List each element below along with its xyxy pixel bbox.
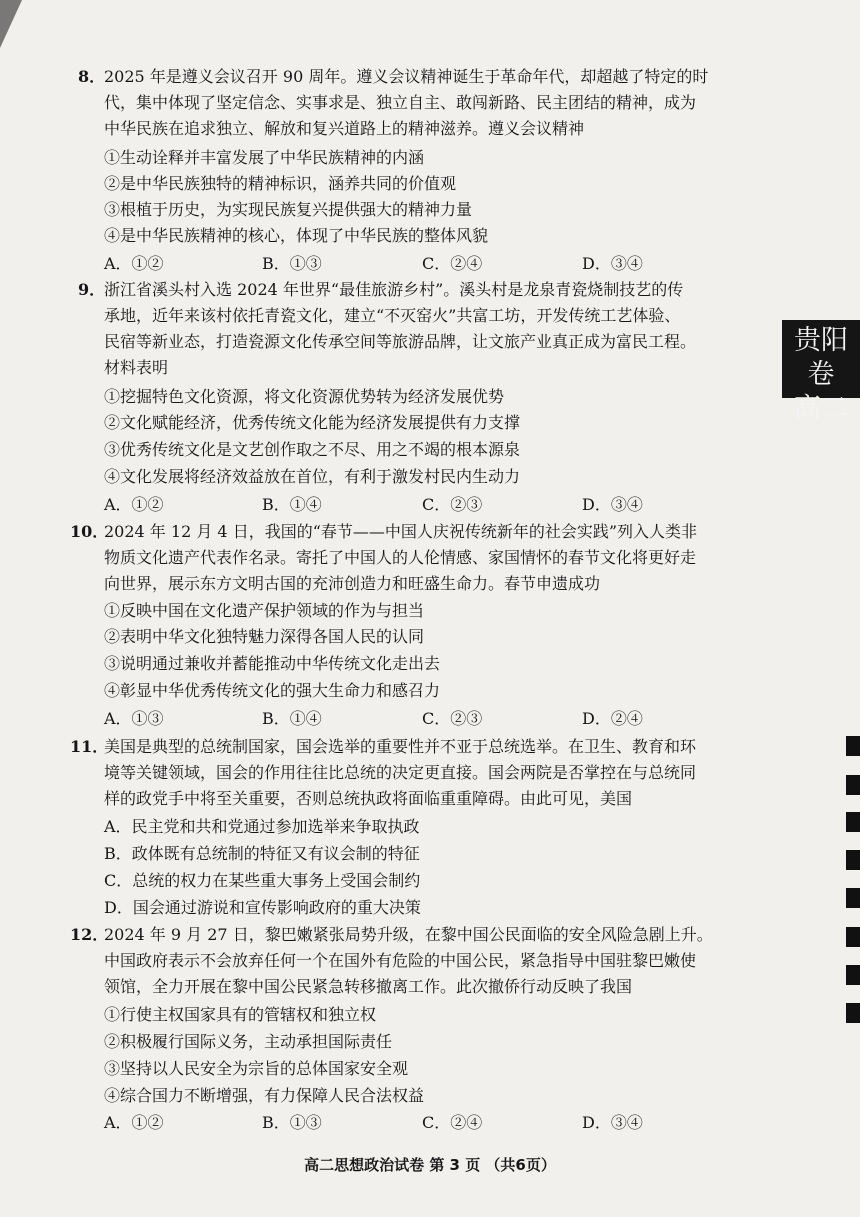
question-stem-line: 浙江省溪头村入选 2024 年世界“最佳旅游乡村”。溪头村是龙泉青瓷烧制技艺的传 <box>104 280 684 299</box>
choice-d: D．③④ <box>582 254 643 273</box>
choice-a: A．①③ <box>104 709 164 728</box>
statement-item: ③根植于历史，为实现民族复兴提供强大的精神力量 <box>104 200 473 219</box>
question-stem-line: 中华民族在追求独立、解放和复兴道路上的精神滋养。遵义会议精神 <box>104 119 585 138</box>
answer-choices <box>104 1110 764 1136</box>
question-number: 9． <box>78 280 106 299</box>
question-stem-line: 境等关键领域，国会的作用往往比总统的决定更直接。国会两院是否掌控在与总统同 <box>104 763 697 782</box>
alignment-marker <box>846 965 860 985</box>
choice-c: C．②③ <box>422 709 483 728</box>
question-stem-line: 民宿等新业态，打造瓷源文化传承空间等旅游品牌，让文旅产业真正成为富民工程。 <box>104 332 697 351</box>
statement-item: ④是中华民族精神的核心，体现了中华民族的整体风貌 <box>104 226 489 245</box>
question-number: 12． <box>70 925 109 944</box>
choice-b: B．①③ <box>262 1113 322 1132</box>
statement-item: ①行使主权国家具有的管辖权和独立权 <box>104 1005 377 1024</box>
statement-item: ④综合国力不断增强，有力保障人民合法权益 <box>104 1086 425 1105</box>
choice-a: A．①② <box>104 254 164 273</box>
choice-c: C．②④ <box>422 254 483 273</box>
question-stem-line: 向世界，展示东方文明古国的充沛创造力和旺盛生命力。春节申遗成功 <box>104 574 601 593</box>
alignment-marker <box>846 775 860 795</box>
region-label: 贵阳卷 <box>794 325 848 390</box>
question-stem-line: 领馆，全力开展在黎中国公民紧急转移撤离工作。此次撤侨行动反映了我国 <box>104 977 633 996</box>
choice-d: D．②④ <box>582 709 643 728</box>
option-d: D．国会通过游说和宣传影响政府的重大决策 <box>104 898 421 917</box>
question-number: 11． <box>70 737 109 756</box>
question-stem-line: 样的政党手中将至关重要，否则总统执政将面临重重障碍。由此可见，美国 <box>104 789 633 808</box>
choice-d: D．③④ <box>582 495 643 514</box>
option-a: A．民主党和共和党通过参加选举来争取执政 <box>104 817 420 836</box>
question-stem-line: 美国是典型的总统制国家，国会选举的重要性并不亚于总统选举。在卫生、教育和环 <box>104 737 697 756</box>
choice-b: B．①④ <box>262 495 322 514</box>
question-stem-line: 代，集中体现了坚定信念、实事求是、独立自主、敢闯新路、民主团结的精神，成为 <box>104 93 697 112</box>
answer-choices <box>104 251 764 277</box>
question-stem-line: 2025 年是遵义会议召开 90 周年。遵义会议精神诞生于革命年代，却超越了特定的时 <box>104 67 709 86</box>
choice-a: A．①② <box>104 495 164 514</box>
answer-choices <box>104 706 764 732</box>
grade-label: 高二 <box>794 393 848 424</box>
alignment-marker <box>846 736 860 756</box>
alignment-marker <box>846 1003 860 1023</box>
statement-item: ①反映中国在文化遗产保护领域的作为与担当 <box>104 601 425 620</box>
option-b: B．政体既有总统制的特征又有议会制的特征 <box>104 844 420 863</box>
statement-item: ④文化发展将经济效益放在首位，有利于激发村民内生动力 <box>104 467 521 486</box>
page-footer: 高二思想政治试卷 第 3 页 （共6页） <box>304 1156 556 1174</box>
statement-item: ④彰显中华优秀传统文化的强大生命力和感召力 <box>104 681 441 700</box>
choice-b: B．①④ <box>262 709 322 728</box>
alignment-marker <box>846 888 860 908</box>
choice-c: C．②④ <box>422 1113 483 1132</box>
region-grade-tab <box>782 320 860 424</box>
question-stem-line: 物质文化遗产代表作名录。寄托了中国人的人伦情感、家国情怀的春节文化将更好走 <box>104 548 697 567</box>
answer-choices <box>104 492 764 518</box>
choice-d: D．③④ <box>582 1113 643 1132</box>
alignment-marker <box>846 850 860 870</box>
statement-item: ②积极履行国际义务，主动承担国际责任 <box>104 1032 393 1051</box>
choice-b: B．①③ <box>262 254 322 273</box>
question-stem-line: 材料表明 <box>104 358 169 377</box>
statement-item: ②是中华民族独特的精神标识，涵养共同的价值观 <box>104 174 457 193</box>
question-number: 10． <box>70 522 109 541</box>
statement-item: ②表明中华文化独特魅力深得各国人民的认同 <box>104 627 425 646</box>
alignment-marker <box>846 927 860 947</box>
statement-item: ③坚持以人民安全为宗旨的总体国家安全观 <box>104 1059 409 1078</box>
alignment-marker <box>846 812 860 832</box>
choice-c: C．②③ <box>422 495 483 514</box>
statement-item: ①生动诠释并丰富发展了中华民族精神的内涵 <box>104 148 425 167</box>
statement-item: ②文化赋能经济，优秀传统文化能为经济发展提供有力支撑 <box>104 413 521 432</box>
statement-item: ①挖掘特色文化资源，将文化资源优势转为经济发展优势 <box>104 387 505 406</box>
choice-a: A．①② <box>104 1113 164 1132</box>
question-stem-line: 中国政府表示不会放弃任何一个在国外有危险的中国公民，紧急指导中国驻黎巴嫩使 <box>104 951 697 970</box>
question-stem-line: 2024 年 9 月 27 日，黎巴嫩紧张局势升级，在黎中国公民面临的安全风险急剧上升。 <box>104 925 713 944</box>
question-stem-line: 承地，近年来该村依托青瓷文化，建立“不灭窑火”共富工坊，开发传统工艺体验、 <box>104 306 681 325</box>
question-stem-line: 2024 年 12 月 4 日，我国的“春节——中国人庆祝传统新年的社会实践”列入人类非 <box>104 522 698 541</box>
question-number: 8． <box>78 67 106 86</box>
statement-item: ③优秀传统文化是文艺创作取之不尽、用之不竭的根本源泉 <box>104 440 521 459</box>
statement-item: ③说明通过兼收并蓄能推动中华传统文化走出去 <box>104 654 441 673</box>
option-c: C．总统的权力在某些重大事务上受国会制约 <box>104 871 421 890</box>
scan-corner-mark <box>0 0 22 48</box>
